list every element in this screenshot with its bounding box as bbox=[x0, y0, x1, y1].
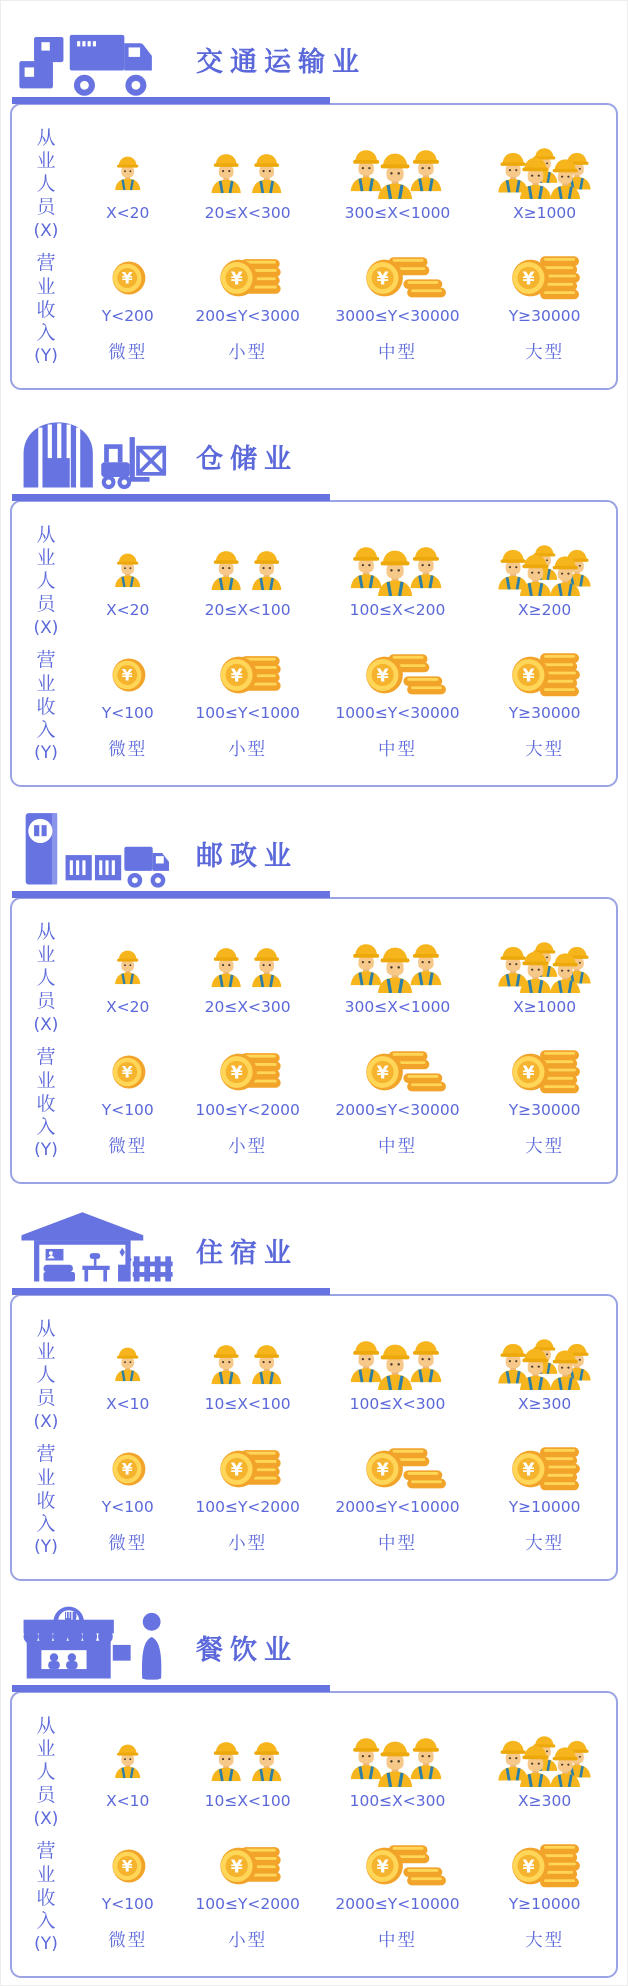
section-panel bbox=[10, 103, 618, 390]
section-title: 住宿业 bbox=[196, 1238, 298, 1269]
size-category-label: 中型 bbox=[377, 343, 417, 364]
revenue-row bbox=[16, 1443, 610, 1557]
revenue-cell bbox=[76, 254, 180, 325]
revenue-row-label: 营业收入 (Y) bbox=[34, 649, 58, 764]
coin-stack-icon bbox=[78, 1445, 177, 1493]
worker-group-icon bbox=[482, 542, 608, 596]
size-category-label: 大型 bbox=[525, 1534, 565, 1555]
size-category-label: 小型 bbox=[228, 740, 268, 761]
size-category-label: 中型 bbox=[377, 740, 417, 761]
employees-range: X<20 bbox=[106, 998, 150, 1017]
employees-cell bbox=[316, 145, 479, 222]
worker-group-icon bbox=[78, 542, 177, 596]
warehouse-forklift-icon bbox=[16, 414, 176, 498]
worker-group-icon bbox=[78, 1336, 177, 1390]
employees-cell bbox=[76, 145, 180, 222]
section-title: 交通运输业 bbox=[196, 47, 366, 78]
employees-range: X<10 bbox=[106, 1792, 150, 1811]
employees-range: 300≤X<1000 bbox=[344, 204, 451, 223]
revenue-range: 3000≤Y<30000 bbox=[335, 307, 460, 326]
revenue-cell bbox=[479, 254, 610, 325]
size-category-label: 小型 bbox=[228, 1137, 268, 1158]
coin-stack-icon bbox=[182, 1842, 313, 1890]
worker-group-icon bbox=[182, 145, 313, 199]
revenue-range: 1000≤Y<30000 bbox=[335, 704, 460, 723]
revenue-range: Y≥10000 bbox=[508, 1498, 581, 1517]
revenue-range: Y<100 bbox=[101, 704, 154, 723]
revenue-range: 100≤Y<2000 bbox=[195, 1498, 300, 1517]
employees-cell bbox=[76, 542, 180, 619]
worker-group-icon bbox=[482, 939, 608, 993]
employees-row-label: 从业人员 (X) bbox=[33, 920, 59, 1035]
employees-range: X≥1000 bbox=[513, 998, 577, 1017]
size-category-label: 微型 bbox=[108, 1931, 148, 1952]
size-category-label: 小型 bbox=[228, 1534, 268, 1555]
employees-cell bbox=[180, 939, 316, 1016]
size-category-row bbox=[76, 1133, 610, 1158]
revenue-row bbox=[16, 252, 610, 366]
employees-range: 20≤X<300 bbox=[204, 998, 291, 1017]
employees-row-label: 从业人员 (X) bbox=[33, 1317, 59, 1432]
size-category-label: 微型 bbox=[108, 1534, 148, 1555]
section-header bbox=[10, 1597, 618, 1689]
worker-group-icon bbox=[331, 1733, 463, 1787]
revenue-cell bbox=[316, 1842, 479, 1913]
coin-stack-icon bbox=[482, 1445, 608, 1493]
employees-cell bbox=[76, 1733, 180, 1810]
mailbox-trucks-icon bbox=[16, 811, 176, 895]
revenue-range: 2000≤Y<30000 bbox=[335, 1101, 460, 1120]
revenue-row-label: 营业收入 (Y) bbox=[34, 252, 58, 367]
revenue-cell bbox=[76, 651, 180, 722]
employees-cell bbox=[180, 145, 316, 222]
employees-range: 100≤X<300 bbox=[349, 1395, 446, 1414]
employees-cell bbox=[76, 1336, 180, 1413]
revenue-range: 100≤Y<2000 bbox=[195, 1101, 300, 1120]
coin-stack-icon bbox=[482, 1048, 608, 1096]
coin-stack-icon bbox=[331, 1842, 463, 1890]
employees-range: 10≤X<100 bbox=[204, 1395, 291, 1414]
revenue-row-label: 营业收入 (Y) bbox=[34, 1443, 58, 1558]
coin-stack-icon bbox=[182, 1048, 313, 1096]
coin-stack-icon bbox=[331, 1048, 463, 1096]
size-category-row bbox=[76, 1530, 610, 1555]
coin-stack-icon bbox=[331, 1445, 463, 1493]
employees-cell bbox=[76, 939, 180, 1016]
employees-range: 20≤X<100 bbox=[204, 601, 291, 620]
revenue-row bbox=[16, 1046, 610, 1160]
employees-range: X<20 bbox=[106, 601, 150, 620]
coin-stack-icon bbox=[482, 254, 608, 302]
employees-cell bbox=[479, 1336, 610, 1413]
size-category-label: 大型 bbox=[525, 343, 565, 364]
size-category-row bbox=[76, 736, 610, 761]
size-category-label: 中型 bbox=[377, 1137, 417, 1158]
size-category-label: 大型 bbox=[525, 1931, 565, 1952]
worker-group-icon bbox=[331, 939, 463, 993]
truck-boxes-icon bbox=[16, 17, 176, 101]
employees-row bbox=[16, 921, 610, 1035]
section-accommodation bbox=[1, 1192, 627, 1589]
employees-row-label: 从业人员 (X) bbox=[33, 1714, 59, 1829]
worker-group-icon bbox=[482, 145, 608, 199]
revenue-row bbox=[16, 1840, 610, 1954]
section-header bbox=[10, 803, 618, 895]
employees-range: X<10 bbox=[106, 1395, 150, 1414]
section-warehousing bbox=[1, 398, 627, 795]
revenue-range: Y≥30000 bbox=[508, 704, 581, 723]
revenue-cell bbox=[76, 1445, 180, 1516]
revenue-cell bbox=[479, 651, 610, 722]
revenue-range: Y<200 bbox=[101, 307, 154, 326]
revenue-range: Y<100 bbox=[101, 1498, 154, 1517]
size-category-row bbox=[76, 1927, 610, 1952]
worker-group-icon bbox=[331, 542, 463, 596]
size-category-label: 中型 bbox=[377, 1534, 417, 1555]
employees-range: X<20 bbox=[106, 204, 150, 223]
revenue-cell bbox=[316, 1445, 479, 1516]
revenue-cell bbox=[479, 1445, 610, 1516]
employees-cell bbox=[316, 542, 479, 619]
size-category-label: 微型 bbox=[108, 1137, 148, 1158]
size-category-label: 小型 bbox=[228, 343, 268, 364]
employees-row bbox=[16, 524, 610, 638]
employees-cell bbox=[180, 1733, 316, 1810]
revenue-cell bbox=[316, 1048, 479, 1119]
section-panel bbox=[10, 897, 618, 1184]
employees-cell bbox=[479, 542, 610, 619]
revenue-cell bbox=[180, 1445, 316, 1516]
employees-cell bbox=[316, 1733, 479, 1810]
employees-range: 300≤X<1000 bbox=[344, 998, 451, 1017]
employees-range: X≥300 bbox=[518, 1792, 572, 1811]
revenue-cell bbox=[180, 254, 316, 325]
size-category-label: 微型 bbox=[108, 343, 148, 364]
coin-stack-icon bbox=[182, 254, 313, 302]
employees-cell bbox=[316, 939, 479, 1016]
section-header bbox=[10, 406, 618, 498]
employees-cell bbox=[180, 542, 316, 619]
employees-cell bbox=[479, 1733, 610, 1810]
worker-group-icon bbox=[182, 1336, 313, 1390]
size-category-label: 大型 bbox=[525, 1137, 565, 1158]
revenue-cell bbox=[479, 1842, 610, 1913]
revenue-range: Y<100 bbox=[101, 1101, 154, 1120]
section-header bbox=[10, 9, 618, 101]
employees-cell bbox=[180, 1336, 316, 1413]
revenue-range: Y≥30000 bbox=[508, 307, 581, 326]
worker-group-icon bbox=[78, 1733, 177, 1787]
employees-range: 100≤X<300 bbox=[349, 1792, 446, 1811]
size-category-label: 微型 bbox=[108, 740, 148, 761]
coin-stack-icon bbox=[78, 1048, 177, 1096]
size-category-label: 小型 bbox=[228, 1931, 268, 1952]
revenue-range: 100≤Y<1000 bbox=[195, 704, 300, 723]
employees-cell bbox=[479, 939, 610, 1016]
section-catering bbox=[1, 1589, 627, 1986]
coin-stack-icon bbox=[331, 651, 463, 699]
revenue-cell bbox=[180, 1842, 316, 1913]
worker-group-icon bbox=[78, 145, 177, 199]
employees-range: X≥300 bbox=[518, 1395, 572, 1414]
revenue-range: Y<100 bbox=[101, 1895, 154, 1914]
worker-group-icon bbox=[78, 939, 177, 993]
employees-row bbox=[16, 1318, 610, 1432]
revenue-row-label: 营业收入 (Y) bbox=[34, 1046, 58, 1161]
employees-row-label: 从业人员 (X) bbox=[33, 523, 59, 638]
employees-row bbox=[16, 1715, 610, 1829]
worker-group-icon bbox=[182, 542, 313, 596]
revenue-range: 200≤Y<3000 bbox=[195, 307, 300, 326]
worker-group-icon bbox=[182, 939, 313, 993]
coin-stack-icon bbox=[78, 1842, 177, 1890]
revenue-cell bbox=[76, 1842, 180, 1913]
section-panel bbox=[10, 1691, 618, 1978]
coin-stack-icon bbox=[182, 1445, 313, 1493]
employees-range: 100≤X<200 bbox=[349, 601, 446, 620]
section-postal bbox=[1, 795, 627, 1192]
size-category-row bbox=[76, 339, 610, 364]
revenue-cell bbox=[316, 254, 479, 325]
size-category-label: 中型 bbox=[377, 1931, 417, 1952]
section-header bbox=[10, 1200, 618, 1292]
revenue-range: Y≥10000 bbox=[508, 1895, 581, 1914]
revenue-cell bbox=[316, 651, 479, 722]
employees-range: 10≤X<100 bbox=[204, 1792, 291, 1811]
hotel-room-fence-icon bbox=[16, 1208, 176, 1292]
coin-stack-icon bbox=[78, 254, 177, 302]
section-panel bbox=[10, 1294, 618, 1581]
coin-stack-icon bbox=[331, 254, 463, 302]
employees-cell bbox=[316, 1336, 479, 1413]
section-title: 邮政业 bbox=[196, 841, 298, 872]
worker-group-icon bbox=[331, 1336, 463, 1390]
revenue-range: 2000≤Y<10000 bbox=[335, 1498, 460, 1517]
revenue-cell bbox=[180, 1048, 316, 1119]
revenue-row bbox=[16, 649, 610, 763]
employees-range: 20≤X<300 bbox=[204, 204, 291, 223]
coin-stack-icon bbox=[482, 1842, 608, 1890]
revenue-cell bbox=[180, 651, 316, 722]
revenue-range: Y≥30000 bbox=[508, 1101, 581, 1120]
coin-stack-icon bbox=[182, 651, 313, 699]
employees-range: X≥200 bbox=[518, 601, 572, 620]
section-title: 仓储业 bbox=[196, 444, 298, 475]
worker-group-icon bbox=[482, 1733, 608, 1787]
worker-group-icon bbox=[482, 1336, 608, 1390]
coin-stack-icon bbox=[78, 651, 177, 699]
coin-stack-icon bbox=[482, 651, 608, 699]
revenue-range: 2000≤Y<10000 bbox=[335, 1895, 460, 1914]
revenue-cell bbox=[76, 1048, 180, 1119]
worker-group-icon bbox=[331, 145, 463, 199]
section-transportation bbox=[1, 1, 627, 398]
section-panel bbox=[10, 500, 618, 787]
employees-range: X≥1000 bbox=[513, 204, 577, 223]
worker-group-icon bbox=[182, 1733, 313, 1787]
revenue-row-label: 营业收入 (Y) bbox=[34, 1840, 58, 1955]
section-title: 餐饮业 bbox=[196, 1635, 298, 1666]
employees-row bbox=[16, 127, 610, 241]
employees-cell bbox=[479, 145, 610, 222]
size-category-label: 大型 bbox=[525, 740, 565, 761]
employees-row-label: 从业人员 (X) bbox=[33, 126, 59, 241]
restaurant-person-icon bbox=[16, 1605, 176, 1689]
revenue-range: 100≤Y<2000 bbox=[195, 1895, 300, 1914]
revenue-cell bbox=[479, 1048, 610, 1119]
